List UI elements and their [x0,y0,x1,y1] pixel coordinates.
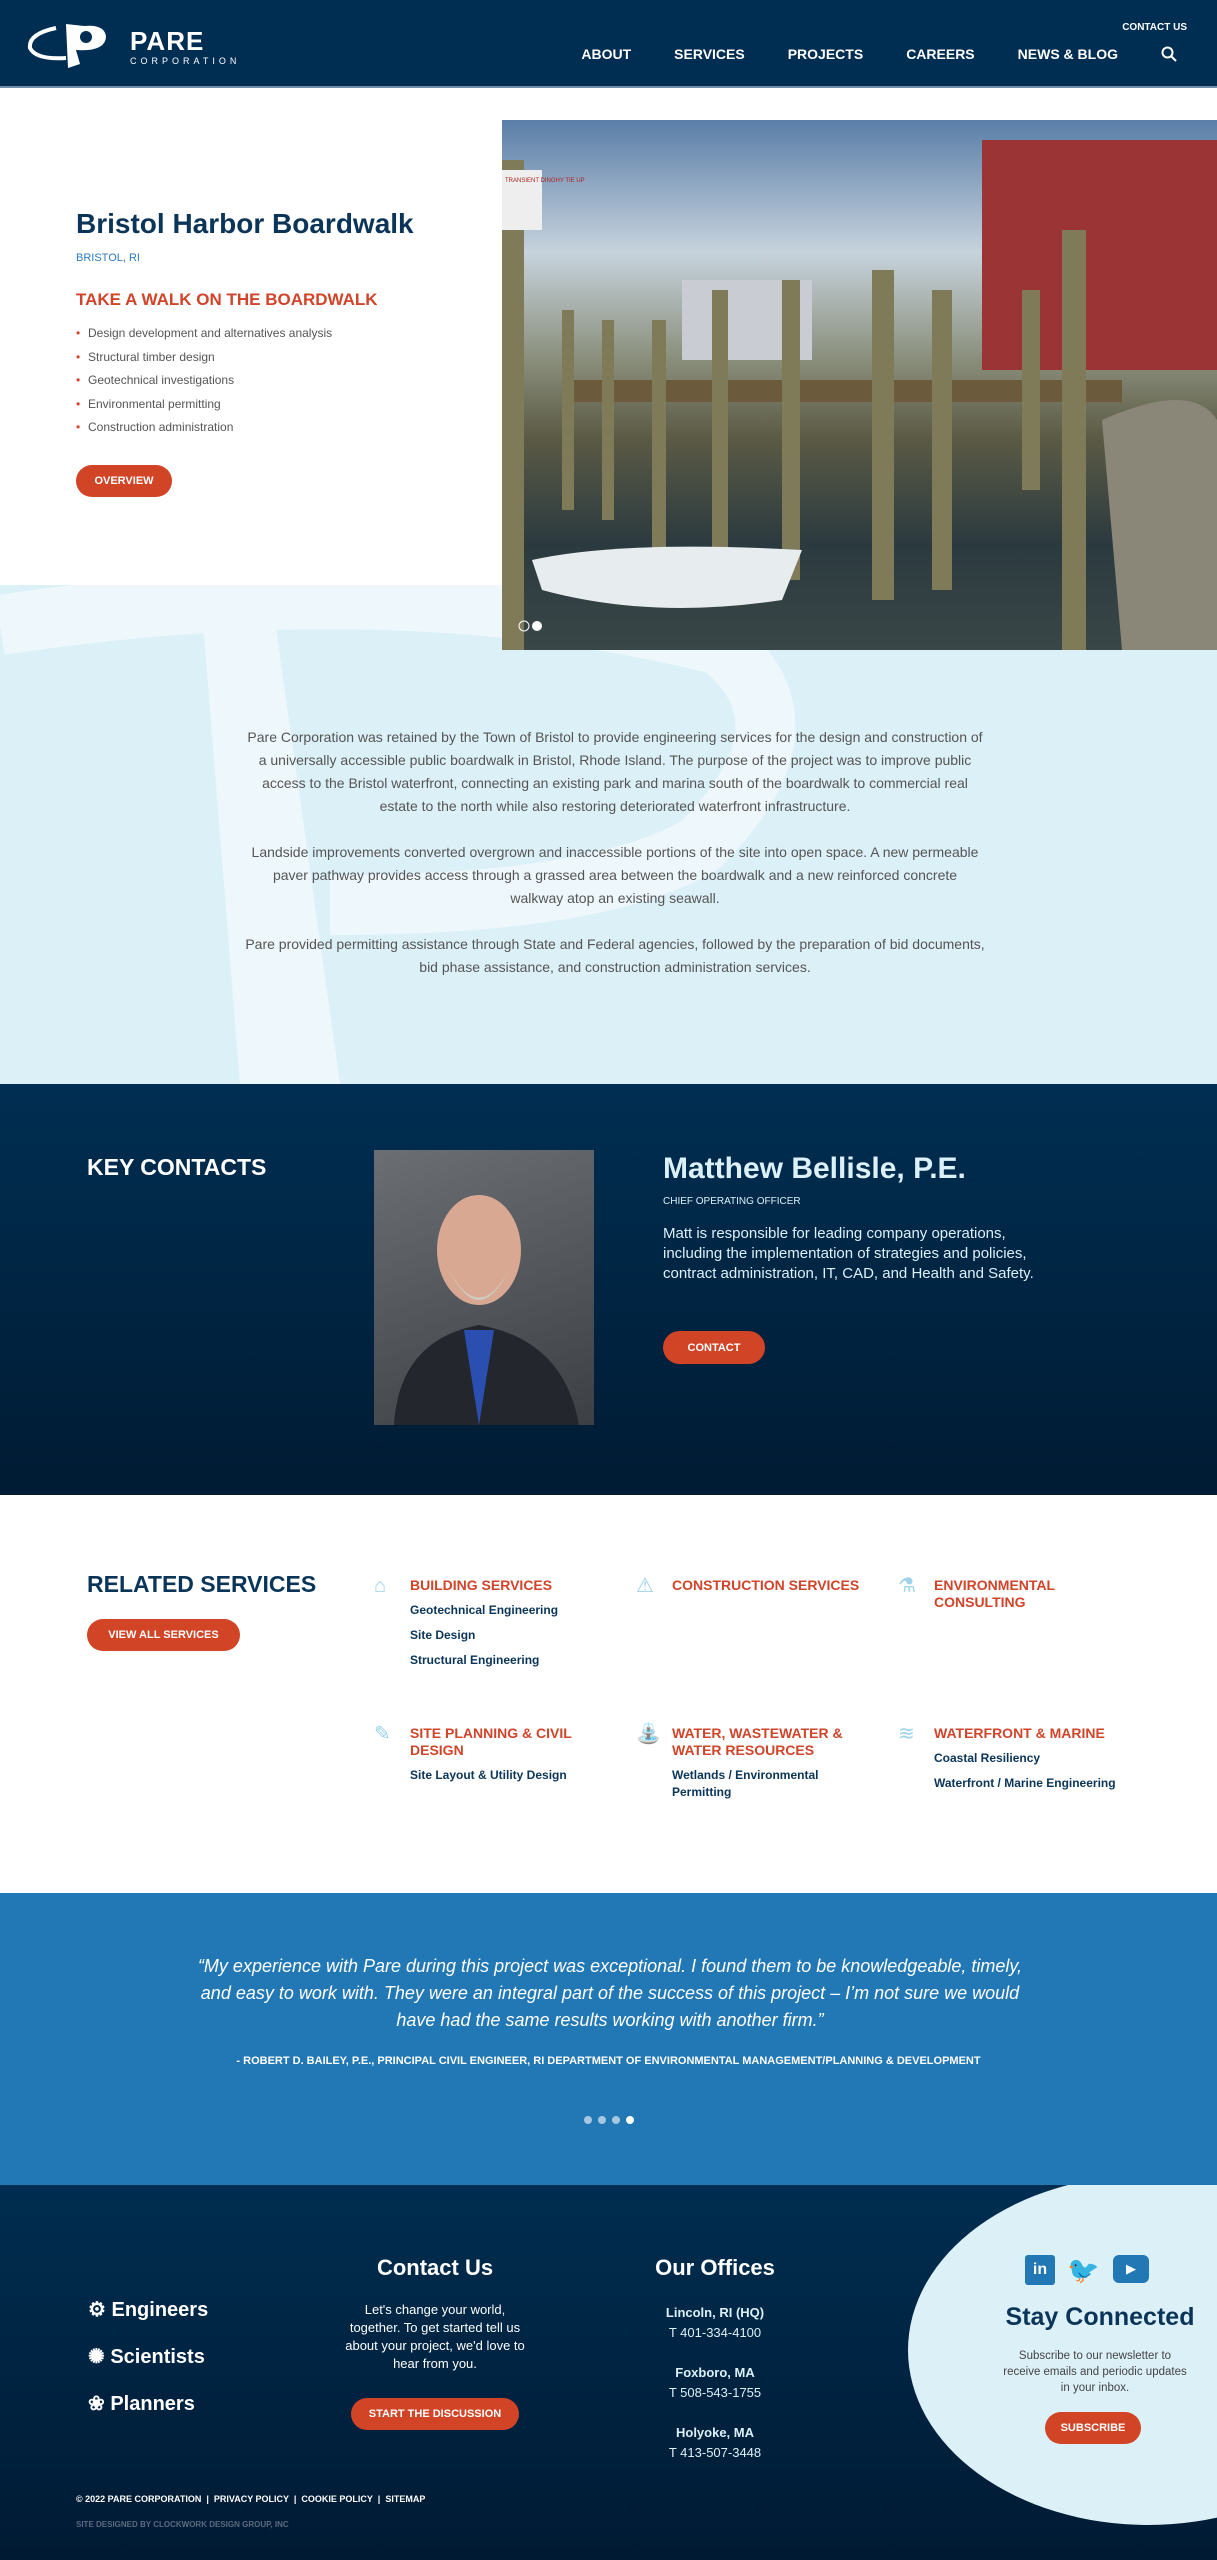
knot-icon: ❀ [88,2393,111,2415]
service-title[interactable]: WATERFRONT & MARINE [934,1725,1105,1741]
service-link[interactable]: Site Design [410,1628,476,1642]
linkedin-icon[interactable]: in [1025,2255,1055,2285]
start-discussion-button[interactable]: START THE DISCUSSION [351,2398,519,2430]
privacy-policy-link[interactable]: PRIVACY POLICY [213,2494,289,2504]
service-construction [636,1575,876,1597]
testimonial-author: - ROBERT D. BAILEY, P.E., PRINCIPAL CIVIL ENGINEER, RI DEPARTMENT OF ENVIRONMENTAL MANAGEMENT/PLANNING & DEVELOPMENT [236,2055,981,2067]
contact-photo [374,1150,594,1425]
tagline-scientists: ✺ Scientists [88,2346,205,2368]
atom-icon: ✺ [88,2346,111,2368]
list-item: • Construction administration [76,420,332,444]
search-icon[interactable] [1161,46,1177,62]
service-title[interactable]: ENVIRONMENTAL CONSULTING [934,1577,1055,1610]
service-title[interactable]: BUILDING SERVICES [410,1577,553,1593]
service-link[interactable]: Waterfront / Marine Engineering [934,1776,1116,1790]
contact-us-link[interactable]: CONTACT US [1122,22,1187,33]
flask-icon: ⚗ [898,1575,916,1597]
key-contacts-section [0,1084,1217,1495]
project-photo [502,120,1217,650]
service-link[interactable]: Coastal Resiliency [934,1751,1041,1765]
service-title[interactable]: WATER, WASTEWATER & WATER RESOURCES [672,1725,843,1758]
pier-icon: ≋ [898,1723,915,1745]
related-services-heading: RELATED SERVICES [87,1571,317,1597]
office-name: Lincoln, RI (HQ) [665,2305,765,2320]
gear-icon: ⚙ [88,2299,112,2321]
office-phone[interactable]: T 413-507-3448 [668,2445,762,2460]
project-subtitle: TAKE A WALK ON THE BOARDWALK [76,290,378,309]
sitemap-link[interactable]: SITEMAP [385,2494,426,2504]
newsletter-text: Subscribe to our newsletter to receive emails and periodic updates in your inbox. [1003,2350,1187,2394]
contact-us-heading: Contact Us [376,2255,494,2280]
related-services-section [0,1495,1217,1893]
service-waterfront [898,1725,1158,1792]
brand-subtitle: CORPORATION [130,56,241,66]
slide-dot-active[interactable] [532,621,542,631]
tagline-planners: ❀ Planners [88,2393,195,2415]
key-contacts-heading: KEY CONTACTS [87,1154,267,1180]
legal-links: © 2022 PARE CORPORATION | PRIVACY POLICY | COOKIE POLICY | SITEMAP [76,2494,426,2504]
cookie-policy-link[interactable]: COOKIE POLICY [301,2494,373,2504]
scope-list [76,326,332,444]
service-title[interactable]: SITE PLANNING & CIVIL DESIGN [410,1725,572,1758]
construction-icon: ⚠ [636,1575,654,1597]
service-title[interactable]: CONSTRUCTION SERVICES [672,1577,860,1593]
contact-bio: Matt is responsible for leading company operations, including the implementation of strategies and policies, contract administration, IT, CAD, and Health and Safety. [663,1225,1034,1282]
service-site-planning [374,1725,594,1784]
testimonial-quote: “My experience with Pare during this project was exceptional. I found them to be knowledgeable, timely, and easy to work with. They were an integral part of the success of this project – I’m not sure we would have had the same results working with another firm.” [197,1956,1023,2030]
service-link[interactable]: Structural Engineering [410,1653,540,1667]
contact-button[interactable]: CONTACT [663,1331,765,1364]
social-links [1025,2255,1149,2285]
slide-dot[interactable] [598,2116,606,2124]
service-link[interactable]: Geotechnical Engineering [410,1603,559,1617]
nav-news-blog[interactable]: NEWS & BLOG [1017,46,1118,62]
service-link[interactable]: Site Layout & Utility Design [410,1768,567,1782]
list-item: • Design development and alternatives analysis [76,326,332,350]
pare-logo-icon[interactable] [26,22,118,70]
testimonial-pagination [0,2111,1217,2129]
contact-us-text: Let's change your world, together. To get started tell us about your project, we'd love to hear from you. [345,2302,525,2371]
youtube-icon[interactable]: ▶ [1113,2255,1149,2283]
person-portrait-icon [374,1150,594,1425]
slide-dot-active[interactable] [626,2116,634,2124]
slide-dot[interactable] [612,2116,620,2124]
nav-about[interactable]: ABOUT [581,46,632,62]
taglines [88,2287,208,2428]
faucet-icon: ⛲ [636,1723,661,1745]
boardwalk-photo-icon [502,120,1217,650]
office-phone[interactable]: T 401-334-4100 [668,2325,762,2340]
site-footer [0,2185,1217,2560]
slide-dot[interactable] [584,2116,592,2124]
service-building [374,1577,614,1669]
project-description [245,726,985,1002]
service-water [636,1725,856,1801]
office-name: Holyoke, MA [675,2425,754,2440]
main-nav [581,46,1177,62]
site-credit[interactable]: SITE DESIGNED BY CLOCKWORK DESIGN GROUP, INC [76,2520,289,2529]
site-header [0,0,1217,88]
copyright: © 2022 PARE CORPORATION [76,2494,202,2504]
testimonial-section [0,1893,1217,2185]
list-item: • Environmental permitting [76,397,332,421]
view-all-services-button[interactable]: VIEW ALL SERVICES [87,1619,240,1651]
sign-text: TRANSIENT DINGHY TIE UP [505,178,585,184]
offices-heading: Our Offices [655,2255,775,2280]
nav-projects[interactable]: PROJECTS [787,46,864,62]
tagline-engineers: ⚙ Engineers [88,2299,209,2321]
nav-careers[interactable]: CAREERS [906,46,975,62]
office-phone[interactable]: T 508-543-1755 [668,2385,762,2400]
building-icon: ⌂ [374,1575,387,1597]
overview-button[interactable]: OVERVIEW [76,465,172,497]
description-paragraph: Pare provided permitting assistance through State and Federal agencies, followed by the preparation of bid documents, bid phase assistance, and construction administration services. [245,936,985,975]
offices-list [615,2303,815,2463]
stay-connected-heading: Stay Connected [1005,2303,1195,2331]
brand-name[interactable]: PARE [130,26,205,56]
pencil-ruler-icon: ✎ [374,1723,391,1745]
project-title: Bristol Harbor Boardwalk [76,208,414,239]
description-paragraph: Pare Corporation was retained by the Town of Bristol to provide engineering services for the design and construction of a universally accessible public boardwalk in Bristol, Rhode Island. The purpose of the project was to improve public access to the Bristol waterfront, connecting an existing park and marina south of the boardwalk to commercial real estate to the north while also restoring deteriorated waterfront infrastructure. [247,729,983,814]
description-paragraph: Landside improvements converted overgrown and inaccessible portions of the site into open space. A new permeable paver pathway provides access through a grassed area between the boardwalk and a new reinforced concrete walkway atop an existing seawall. [251,844,979,906]
service-environmental [898,1577,1098,1611]
contact-name: Matthew Bellisle, P.E. [663,1152,966,1185]
service-link[interactable]: Wetlands / Environmental Permitting [672,1768,819,1799]
list-item: • Geotechnical investigations [76,373,332,397]
nav-services[interactable]: SERVICES [674,46,745,62]
contact-role: CHIEF OPERATING OFFICER [663,1196,801,1207]
list-item: • Structural timber design [76,350,332,374]
project-location: BRISTOL, RI [76,252,140,264]
office-name: Foxboro, MA [675,2365,755,2380]
twitter-icon[interactable]: 🐦 [1067,2255,1100,2285]
subscribe-button[interactable]: SUBSCRIBE [1045,2412,1141,2444]
